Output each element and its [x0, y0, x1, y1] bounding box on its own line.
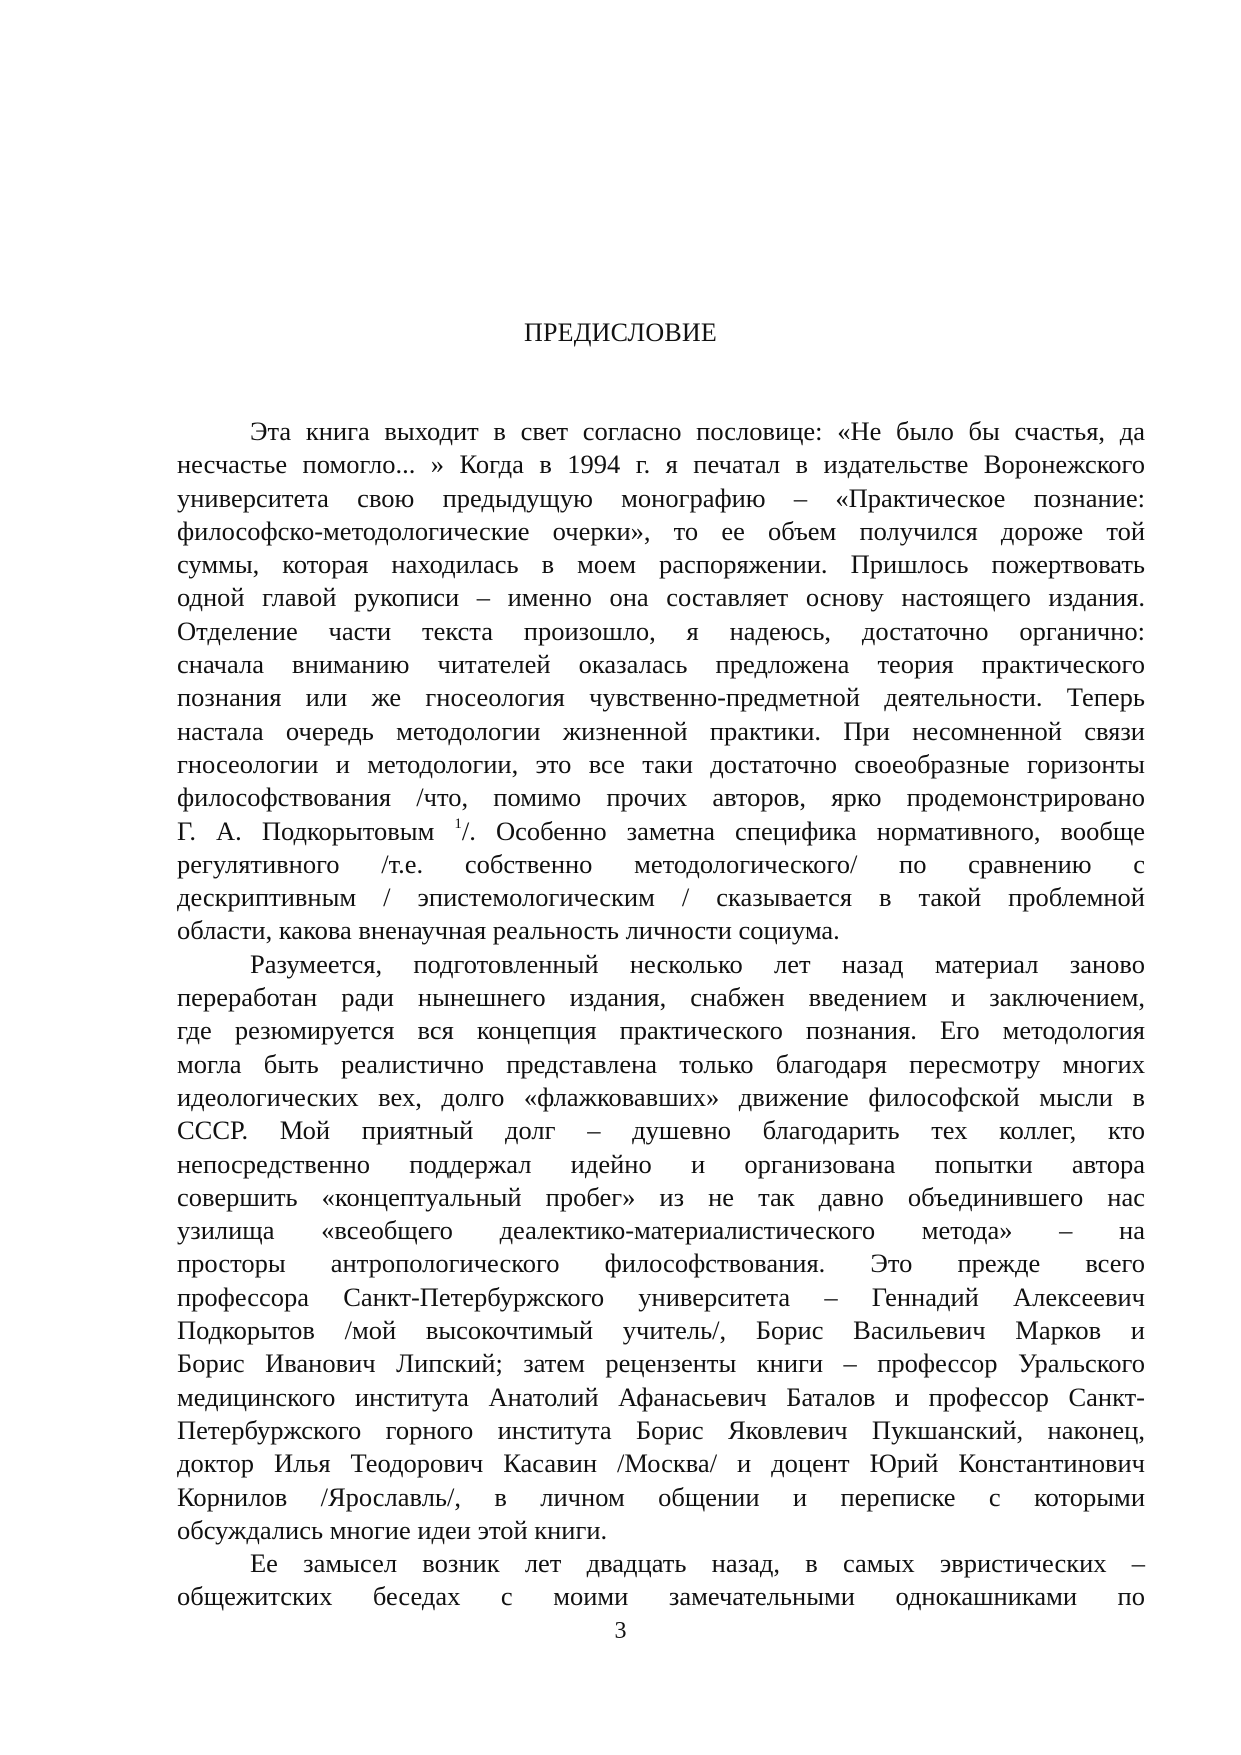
- text-line: доктор Илья Теодорович Касавин /Москва/ и доцент Юрий Константинович: [177, 1448, 1145, 1479]
- text-line: могла быть реалистично представлена только благодаря пересмотру многих: [177, 1048, 1145, 1079]
- text-line: идеологических вех, долго «флажковавших» движение философской мысли в: [177, 1081, 1145, 1112]
- text-line: философско-методологические очерки», то ее объем получился дороже той: [177, 515, 1145, 546]
- text-line: профессора Санкт-Петербуржского университета – Геннадий Алексеевич: [177, 1281, 1145, 1312]
- text-line: познания или же гносеология чувственно-предметной деятельности. Теперь: [177, 682, 1145, 713]
- text-line: Корнилов /Ярославль/, в личном общении и переписке с которыми: [177, 1481, 1145, 1512]
- page-title: ПРЕДИСЛОВИЕ: [524, 318, 717, 347]
- text-line: Ее замысел возник лет двадцать назад, в самых эвристических –: [250, 1548, 1145, 1579]
- text-line: несчастье помогло... » Когда в 1994 г. я печатал в издательстве Воронежского: [177, 449, 1145, 480]
- text-line: просторы антропологического философствования. Это прежде всего: [177, 1248, 1145, 1279]
- text-line: Подкорытов /мой высокочтимый учитель/, Борис Васильевич Марков и: [177, 1315, 1145, 1346]
- text-line: совершить «концептуальный пробег» из не так давно объединившего нас: [177, 1181, 1145, 1212]
- page-number: 3: [614, 1618, 627, 1644]
- text-segment: /. Особенно заметна специфика нормативного, вообще: [461, 815, 1145, 846]
- text-line: где резюмируется вся концепция практического познания. Его методология: [177, 1015, 1145, 1046]
- text-line: университета свою предыдущую монографию – «Практическое познание:: [177, 482, 1145, 513]
- text-line: непосредственно поддержал идейно и организована попытки автора: [177, 1148, 1145, 1179]
- text-line-with-footnote: [177, 815, 1145, 848]
- text-line: сначала вниманию читателей оказалась предложена теория практического: [177, 649, 1145, 680]
- text-line: Отделение части текста произошло, я надеюсь, достаточно органично:: [177, 615, 1145, 646]
- text-line: СССР. Мой приятный долг – душевно благодарить тех коллег, кто: [177, 1115, 1145, 1146]
- text-line: Борис Иванович Липский; затем рецензенты книги – профессор Уральского: [177, 1348, 1145, 1379]
- text-line: философствования /что, помимо прочих авторов, ярко продемонстрировано: [177, 782, 1145, 813]
- text-line: дескриптивным / эпистемологическим / сказывается в такой проблемной: [177, 882, 1145, 913]
- text-line: Разумеется, подготовленный несколько лет назад материал заново: [250, 948, 1145, 979]
- text-line: переработан ради нынешнего издания, снабжен введением и заключением,: [177, 982, 1145, 1013]
- text-segment: Г. А. Подкорытовым: [177, 815, 435, 846]
- text-line: узилища «всеобщего деалектико-материалистического метода» – на: [177, 1215, 1145, 1246]
- text-line: гносеологии и методологии, это все таки достаточно своеобразные горизонты: [177, 748, 1145, 779]
- text-line: области, какова вненаучная реальность личности социума.: [177, 915, 840, 946]
- text-line: общежитских беседах с моими замечательными однокашниками по: [177, 1581, 1145, 1612]
- footnote-marker: 1: [454, 815, 462, 832]
- text-line: Эта книга выходит в свет согласно пословице: «Не было бы счастья, да: [250, 416, 1145, 446]
- text-line: медицинского института Анатолий Афанасьевич Баталов и профессор Санкт-: [177, 1381, 1145, 1412]
- text-line: обсуждались многие идеи этой книги.: [177, 1514, 608, 1545]
- text-line: регулятивного /т.е. собственно методологического/ по сравнению с: [177, 848, 1145, 879]
- text-line: одной главой рукописи – именно она составляет основу настоящего издания.: [177, 582, 1145, 613]
- text-line: настала очередь методологии жизненной практики. При несомненной связи: [177, 715, 1145, 746]
- text-line: суммы, которая находилась в моем распоряжении. Пришлось пожертвовать: [177, 549, 1145, 580]
- text-line: Петербуржского горного института Борис Яковлевич Пукшанский, наконец,: [177, 1414, 1145, 1445]
- preface-body: [177, 415, 1145, 1614]
